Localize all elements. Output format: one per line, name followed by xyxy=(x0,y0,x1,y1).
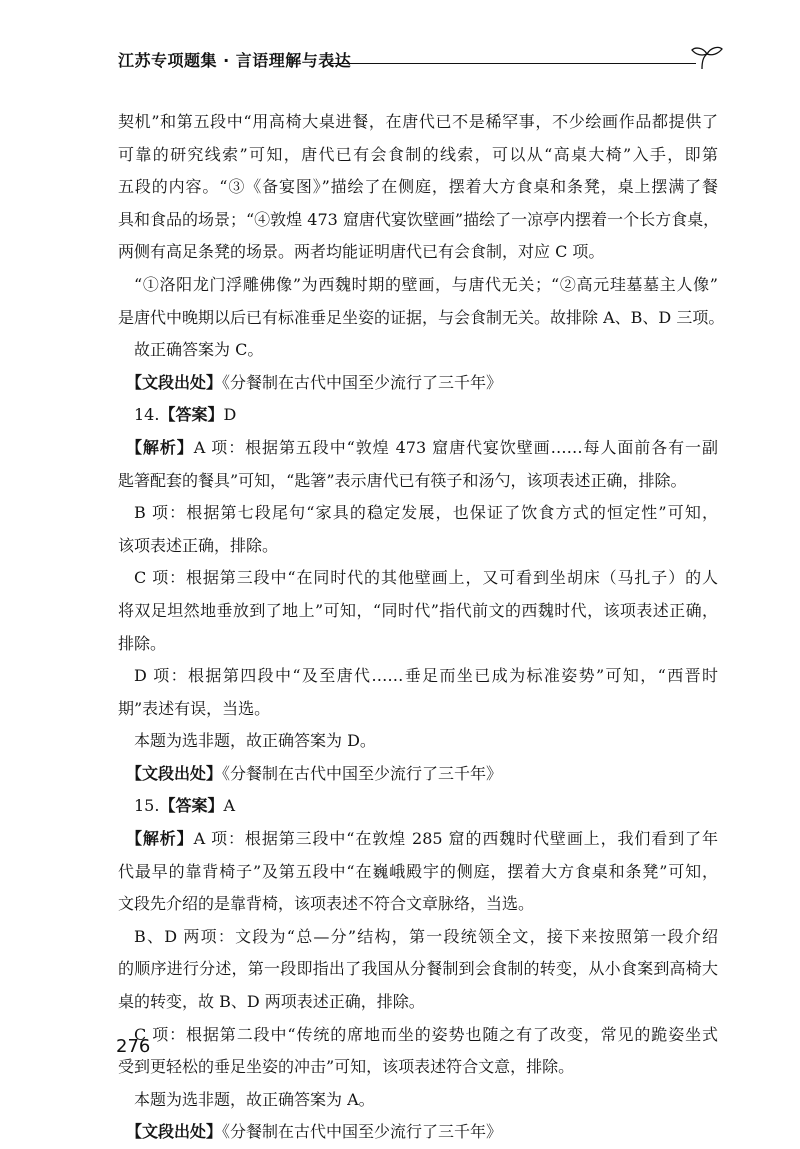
text-line: 代最早的靠背椅子”及第五段中“在巍峨殿宇的侧庭，摆着大方食桌和条凳”可知， xyxy=(118,861,718,881)
text-line: 是唐代中晚期以后已有标准垂足坐姿的证据，与会食制无关。故排除 A、B、D 三项。 xyxy=(118,307,725,327)
page-body xyxy=(118,106,725,1149)
header-title: 江苏专项题集 · 言语理解与表达 xyxy=(118,51,352,70)
analysis-option-a xyxy=(118,823,718,921)
text-line: 匙箸配套的餐具”可知，“匙箸”表示唐代已有筷子和汤勺，该项表述正确，排除。 xyxy=(118,470,687,490)
answer-tag: 【答案】 xyxy=(159,796,224,816)
text-line: 【解析】A 项：根据第三段中“在敦煌 285 窟的西魏时代壁画上，我们看到了年 xyxy=(126,829,718,849)
page-number: 276 xyxy=(116,1036,151,1057)
text-line: 文段先介绍的是靠背椅，该项表述不符合文章脉络，当选。 xyxy=(118,894,535,914)
analysis-tag: 【解析】 xyxy=(126,437,194,457)
source-line xyxy=(118,367,718,400)
text-line: C 项：根据第三段中“在同时代的其他壁画上，又可看到坐胡床（马扎子）的人 xyxy=(134,568,718,588)
text-line: 的顺序进行分述，第一段即指出了我国从分餐制到会食制的转变，从小食案到高椅大 xyxy=(118,959,718,979)
text-line: 【解析】A 项：根据第五段中“敦煌 473 窟唐代宴饮壁画……每人面前各有一副 xyxy=(126,437,718,457)
question-answer-line xyxy=(118,790,718,823)
analysis-option-c xyxy=(118,562,718,660)
text-line: 契机”和第五段中“用高椅大桌进餐，在唐代已不是稀罕事，不少绘画作品都提供了 xyxy=(118,112,718,131)
text-line: B、D 两项：文段为“总—分”结构，第一段统领全文，接下来按照第一段介绍 xyxy=(134,926,718,946)
source-tag: 【文段出处】 xyxy=(126,372,223,392)
conclusion-line: 本题为选非题，故正确答案为 D。 xyxy=(134,731,376,751)
answer-letter: D xyxy=(223,405,237,425)
paragraph-exclusion xyxy=(118,269,725,334)
sprout-icon xyxy=(690,44,724,70)
analysis-tag: 【解析】 xyxy=(126,829,194,849)
paragraph-continuation xyxy=(118,106,718,269)
analysis-option-b xyxy=(118,497,718,562)
text-line: D 项：根据第四段中“及至唐代……垂足而坐已成为标准姿势”可知，“西晋时 xyxy=(134,666,718,686)
source-title: 《分餐制在古代中国至少流行了三千年》 xyxy=(222,372,503,392)
analysis-option-c xyxy=(118,1019,718,1084)
analysis-option-d xyxy=(118,660,718,725)
text-line: 具和食品的场景；“④敦煌 473 窟唐代宴饮壁画”描绘了一凉亭内摆着一个长方食桌， xyxy=(118,209,720,229)
answer-tag: 【答案】 xyxy=(159,405,224,425)
text-line: C 项：根据第二段中“传统的席地而坐的姿势也随之有了改变，常见的跪姿坐式 xyxy=(134,1024,718,1044)
text-line: 排除。 xyxy=(118,633,167,653)
text-line: 桌的转变，故 B、D 两项表述正确，排除。 xyxy=(118,992,425,1012)
source-line xyxy=(118,758,718,791)
question-number: 15. xyxy=(134,796,160,816)
conclusion-line: 故正确答案为 C。 xyxy=(134,340,264,360)
answer-letter: A xyxy=(223,796,236,816)
header-rule xyxy=(330,63,696,64)
text-line: 两侧有高足条凳的场景。两者均能证明唐代已有会食制，对应 C 项。 xyxy=(118,242,605,262)
text-line: 期”表述有误，当选。 xyxy=(118,698,271,718)
question-answer-line xyxy=(118,399,718,432)
text-line: “①洛阳龙门浮雕佛像”为西魏时期的壁画，与唐代无关；“②高元珪墓墓主人像” xyxy=(134,274,718,294)
source-tag: 【文段出处】 xyxy=(126,763,223,783)
source-title: 《分餐制在古代中国至少流行了三千年》 xyxy=(222,1122,503,1142)
text-line: 该项表述正确，排除。 xyxy=(118,535,279,555)
text-line: 可靠的研究线索”可知，唐代已有会食制的线索，可以从“高桌大椅”入手，即第 xyxy=(118,144,718,164)
conclusion-line: 本题为选非题，故正确答案为 A。 xyxy=(134,1089,375,1109)
question-number: 14. xyxy=(134,405,160,425)
running-header xyxy=(118,44,718,74)
source-title: 《分餐制在古代中国至少流行了三千年》 xyxy=(222,763,503,783)
text-line: 受到更轻松的垂足坐姿的冲击”可知，该项表述符合文意，排除。 xyxy=(118,1057,575,1077)
source-tag: 【文段出处】 xyxy=(126,1122,223,1142)
analysis-option-bd xyxy=(118,921,718,1019)
text-line: 五段的内容。“③《备宴图》”描绘了在侧庭，摆着大方食桌和条凳，桌上摆满了餐 xyxy=(118,177,718,197)
analysis-option-a xyxy=(118,432,718,497)
text-line: B 项：根据第七段尾句“家具的稳定发展，也保证了饮食方式的恒定性”可知， xyxy=(134,503,718,523)
source-line xyxy=(118,1116,718,1149)
text-line: 将双足坦然地垂放到了地上”可知，“同时代”指代前文的西魏时代，该项表述正确， xyxy=(118,600,718,620)
